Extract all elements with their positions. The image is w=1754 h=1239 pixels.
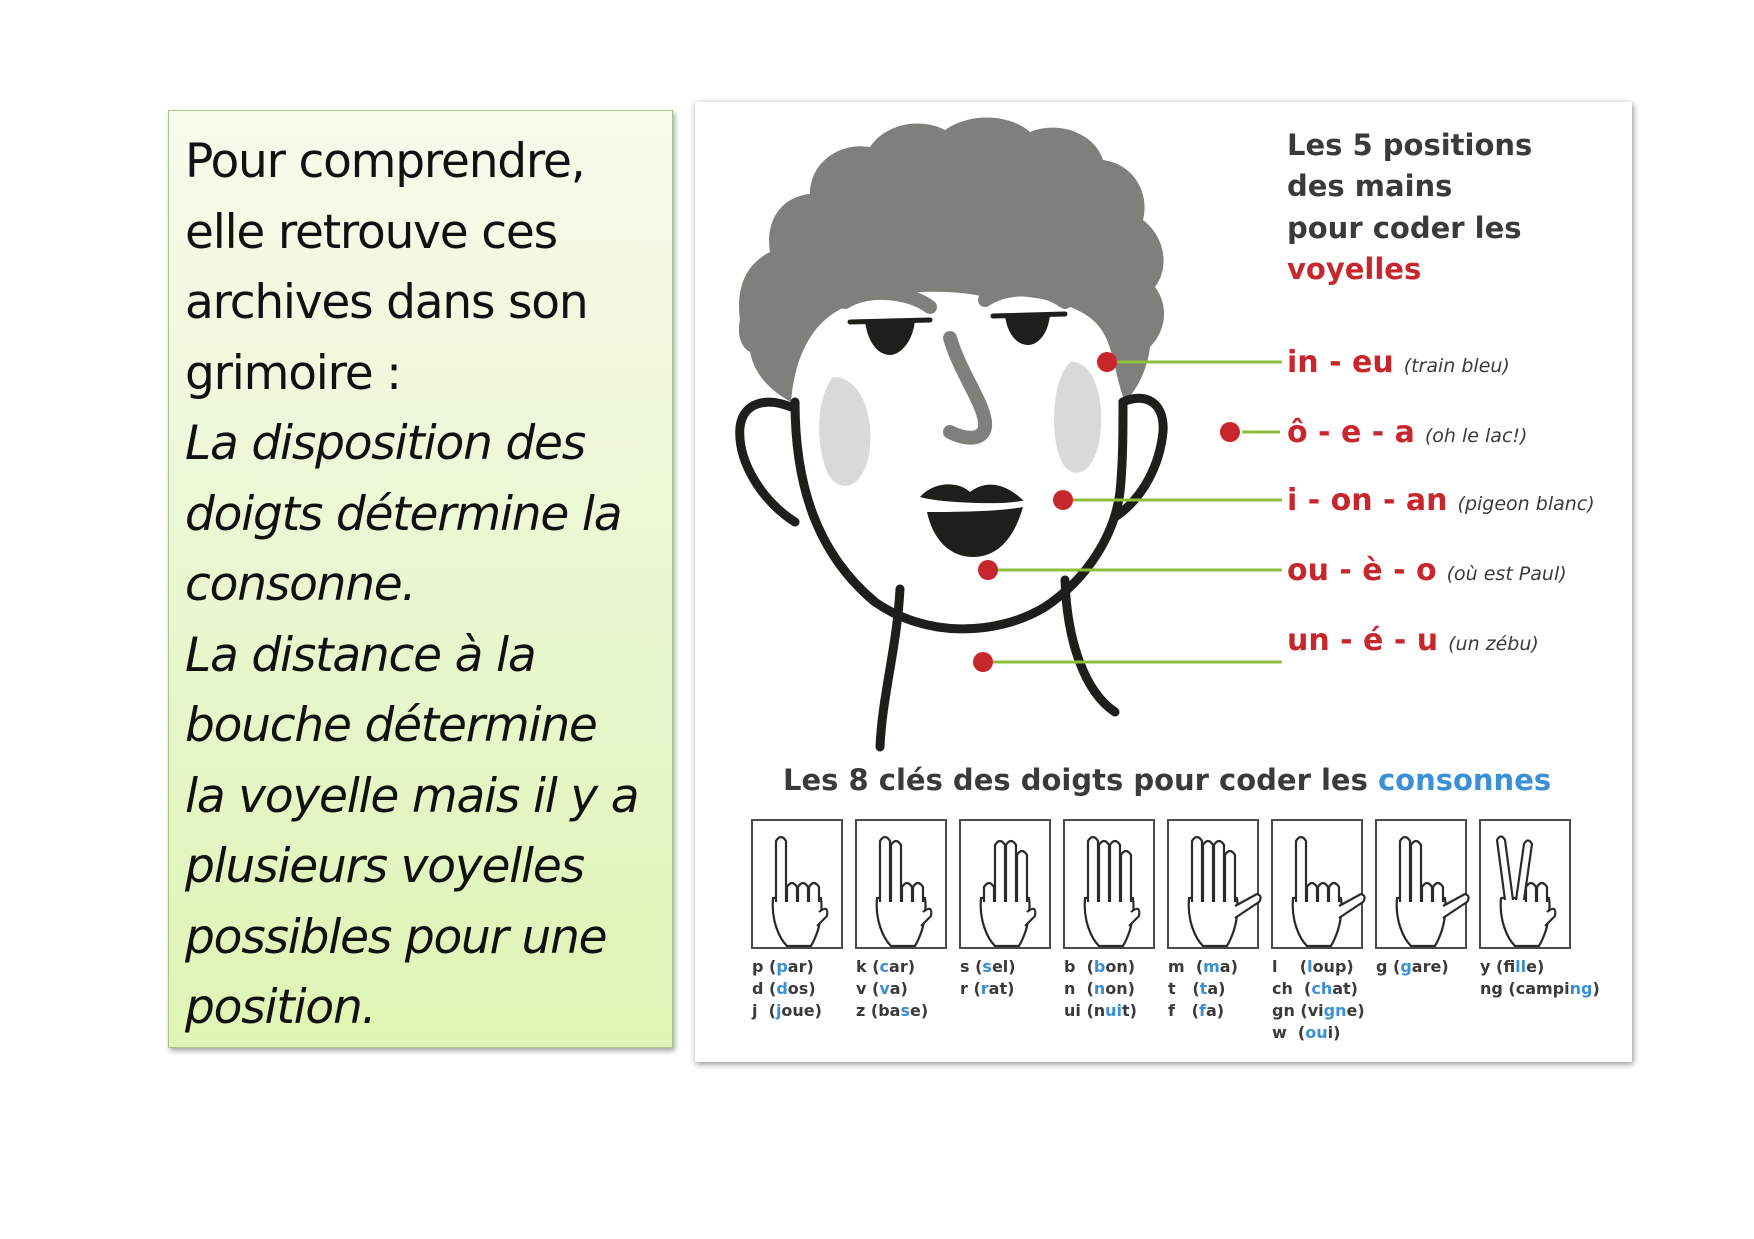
marker-mouth	[1053, 490, 1073, 510]
vowel-position-label	[1287, 623, 1539, 658]
vowel-group: ô - e - a	[1287, 415, 1415, 450]
left-eye	[865, 320, 915, 355]
vowel-group: ou - è - o	[1287, 553, 1437, 588]
vowel-group: un - é - u	[1287, 623, 1439, 658]
text-line: plusieurs voyelles	[185, 839, 584, 894]
hand-key-8	[1480, 820, 1600, 998]
vowels-title-line-2: des mains	[1287, 169, 1453, 203]
text-line: grimoire :	[185, 345, 401, 401]
consonant-label: gn (vigne)	[1272, 1001, 1365, 1020]
vowel-position-label	[1287, 483, 1595, 518]
vowels-title-line-3: pour coder les	[1287, 211, 1522, 245]
consonant-label: n (non)	[1064, 979, 1135, 998]
text-line: elle retrouve ces	[185, 204, 557, 260]
vowels-title-line-1: Les 5 positions	[1287, 128, 1533, 162]
text-line: bouche détermine	[185, 698, 597, 753]
text-line: possibles pour une	[185, 909, 607, 965]
consonants-title: Les 8 clés des doigts pour coder les consonnes	[783, 763, 1552, 797]
text-line: position.	[185, 980, 376, 1035]
hand-keys	[751, 820, 1600, 1042]
consonant-label: y (fille)	[1480, 957, 1545, 976]
consonant-label: z (base)	[856, 1001, 929, 1020]
vowels-title	[1287, 128, 1532, 286]
marker-side	[1220, 422, 1240, 442]
text-line: Pour comprendre,	[185, 134, 585, 189]
consonant-label: v (va)	[856, 979, 908, 998]
vowel-example: (oh le lac!)	[1424, 425, 1528, 447]
left-cheek	[819, 377, 870, 486]
diagram-svg	[695, 102, 1632, 1062]
hand-shape-icon	[1085, 837, 1140, 946]
right-cheek	[1054, 362, 1101, 473]
upper-lip	[920, 484, 1025, 503]
cued-speech-diagram	[695, 102, 1632, 1062]
vowel-position-label	[1287, 415, 1527, 450]
marker-cheekbone	[1097, 352, 1117, 372]
vowels-title-line-4: voyelles	[1287, 252, 1422, 286]
neck-right-line	[1065, 580, 1115, 712]
vowel-group: in - eu	[1287, 345, 1394, 380]
consonant-label: f (fa)	[1168, 1001, 1225, 1020]
right-eye	[1005, 315, 1050, 345]
face-illustration	[739, 117, 1164, 747]
consonant-label: l (loup)	[1272, 957, 1354, 976]
hand-key-3	[960, 820, 1050, 998]
consonant-label: b (bon)	[1064, 957, 1136, 976]
consonant-label: ui (nuit)	[1064, 1001, 1137, 1020]
right-eyebrow	[985, 289, 1065, 302]
consonant-label: p (par)	[752, 957, 814, 976]
hand-key-1	[751, 820, 842, 1020]
left-ear	[740, 402, 795, 522]
consonant-label: s (sel)	[960, 957, 1016, 976]
consonant-label: k (car)	[856, 957, 916, 976]
vowel-labels	[1287, 345, 1595, 658]
consonant-label: r (rat)	[960, 979, 1015, 998]
vowel-example: (un zébu)	[1448, 633, 1539, 655]
consonant-label: ng (camping)	[1480, 979, 1600, 998]
consonant-label: d (dos)	[752, 979, 816, 998]
hand-key-7	[1376, 820, 1469, 976]
nose	[950, 338, 985, 438]
vowel-position-label	[1287, 553, 1567, 588]
text-line: la voyelle mais il y a	[185, 768, 639, 824]
hand-key-2	[856, 820, 946, 1020]
consonant-label: t (ta)	[1168, 979, 1226, 998]
text-line: archives dans son	[185, 275, 588, 330]
vowel-group: i - on - an	[1287, 483, 1448, 518]
consonant-label: g (gare)	[1376, 957, 1449, 976]
hand-key-4	[1064, 820, 1154, 1020]
consonant-label: w (oui)	[1272, 1023, 1341, 1042]
text-line: La distance à la	[185, 627, 536, 683]
consonant-label: m (ma)	[1168, 957, 1238, 976]
text-line: consonne.	[185, 557, 416, 612]
hand-key-6	[1272, 820, 1365, 1042]
text-line: La disposition des	[185, 416, 586, 471]
text-line: doigts détermine la	[185, 486, 622, 542]
lower-lip	[927, 507, 1023, 557]
consonant-label: ch (chat)	[1272, 979, 1358, 998]
marker-throat	[973, 652, 993, 672]
consonants-title-highlight: consonnes	[1377, 763, 1552, 797]
hand-key-5	[1168, 820, 1261, 1020]
explanation-text-box	[168, 110, 673, 1048]
left-eyebrow	[845, 293, 930, 307]
consonant-label: j (joue)	[752, 1001, 822, 1020]
vowel-example: (train bleu)	[1403, 355, 1510, 377]
vowel-example: (où est Paul)	[1446, 563, 1567, 585]
vowel-position-label	[1287, 345, 1510, 380]
marker-chin	[978, 560, 998, 580]
vowel-example: (pigeon blanc)	[1457, 493, 1595, 515]
